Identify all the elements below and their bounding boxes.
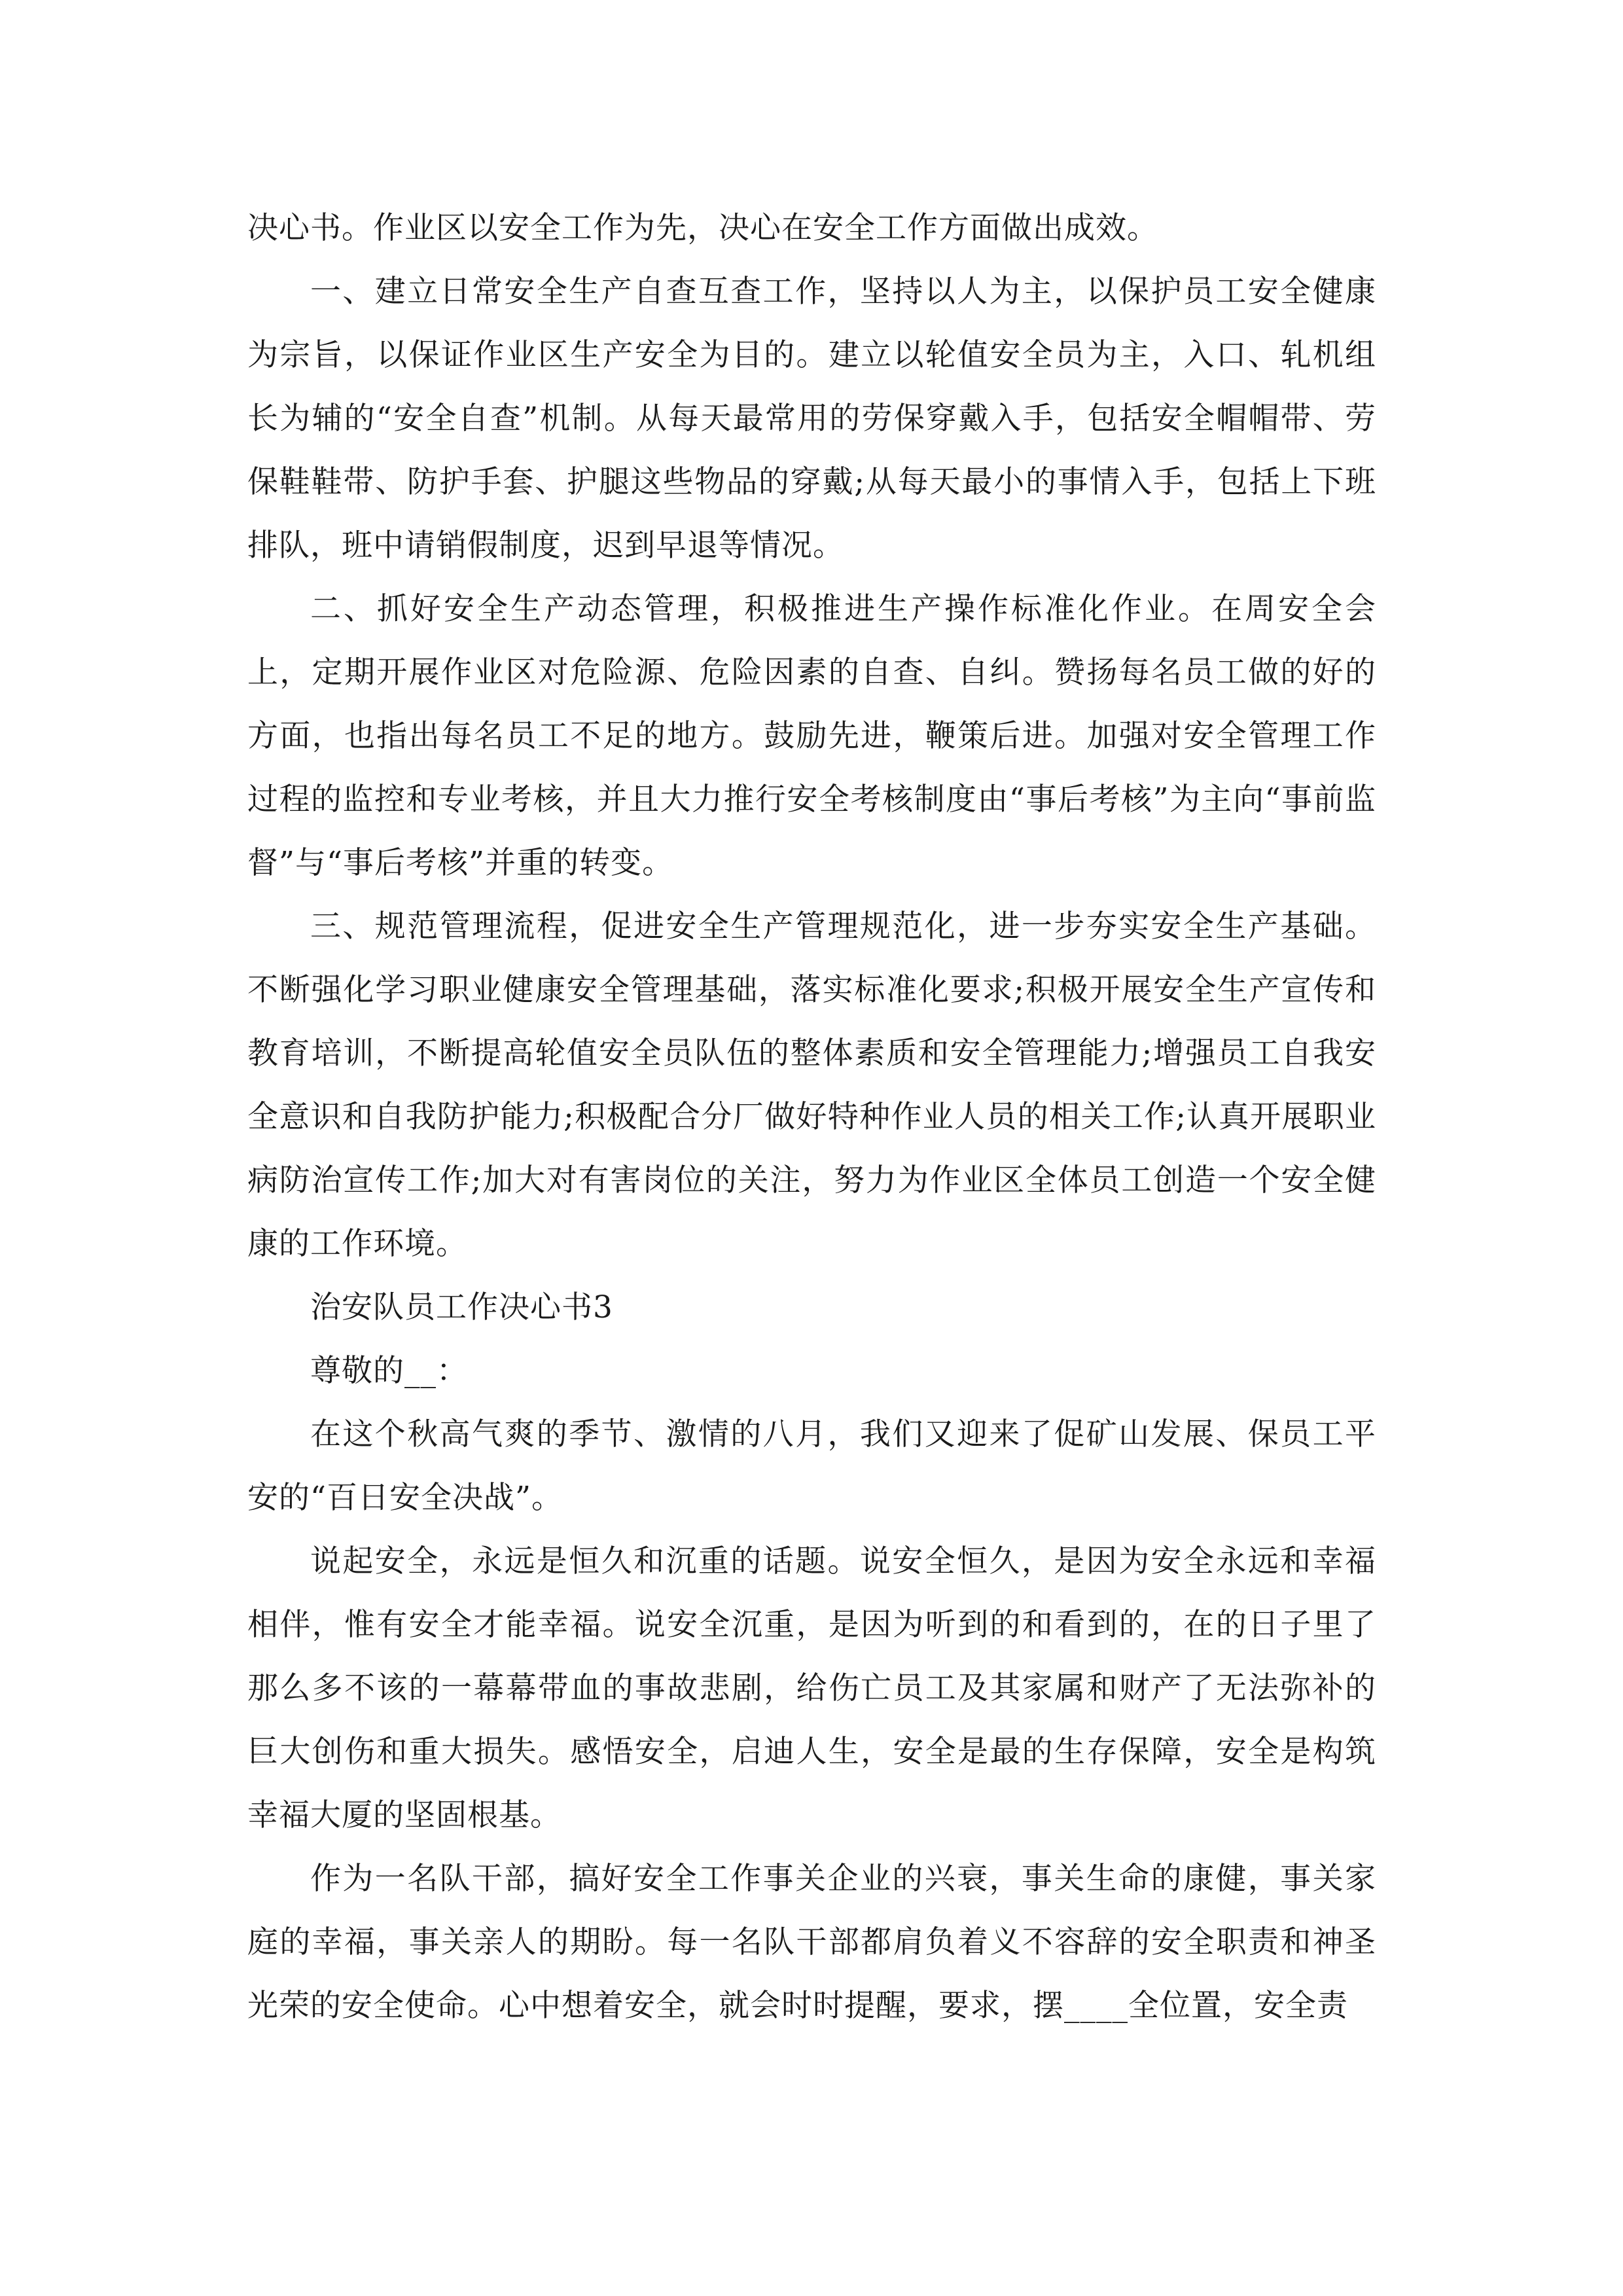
salutation: 尊敬的__： bbox=[310, 1353, 468, 1389]
document-body bbox=[247, 196, 1376, 2037]
paragraph-item-three: 三、规范管理流程，促进安全生产管理规范化，进一步夯实安全生产基础。不断强化学习职业健康安全管理基础，落实标准化要求;积极开展安全生产宣传和教育培训，不断提高轮值安全员队伍的整体素质和安全管理能力;增强员工自我安全意识和自我防护能力;积极配合分厂做好特种作业人员的相关工作;认真开展职业病防治宣传工作;加大对有害岗位的关注，努力为作业区全体员工创造一个安全健康的工作环境。 bbox=[247, 908, 1376, 1262]
section-heading: 治安队员工作决心书3 bbox=[310, 1289, 613, 1325]
paragraph-cadre-duty: 作为一名队干部，搞好安全工作事关企业的兴衰，事关生命的康健，事关家庭的幸福，事关亲人的期盼。每一名队干部都肩负着义不容辞的安全职责和神圣光荣的安全使命。心中想着安全，就会时时提醒，要求，摆____全位置，安全责 bbox=[247, 1861, 1376, 2024]
paragraph-item-two: 二、抓好安全生产动态管理，积极推进生产操作标准化作业。在周安全会上，定期开展作业区对危险源、危险因素的自查、自纠。赞扬每名员工做的好的方面，也指出每名员工不足的地方。鼓励先进，鞭策后进。加强对安全管理工作过程的监控和专业考核，并且大力推行安全考核制度由“事后考核”为主向“事前监督”与“事后考核”并重的转变。 bbox=[247, 591, 1376, 881]
paragraph-opening: 在这个秋高气爽的季节、激情的八月，我们又迎来了促矿山发展、保员工平安的“百日安全决战”。 bbox=[247, 1416, 1376, 1516]
paragraph-item-one: 一、建立日常安全生产自查互查工作，坚持以人为主，以保护员工安全健康为宗旨，以保证作业区生产安全为目的。建立以轮值安全员为主，入口、轧机组长为辅的“安全自查”机制。从每天最常用的劳保穿戴入手，包括安全帽帽带、劳保鞋鞋带、防护手套、护腿这些物品的穿戴;从每天最小的事情入手，包括上下班排队，班中请销假制度，迟到早退等情况。 bbox=[247, 274, 1376, 564]
paragraph-safety-reflection: 说起安全，永远是恒久和沉重的话题。说安全恒久，是因为安全永远和幸福相伴，惟有安全才能幸福。说安全沉重，是因为听到的和看到的，在的日子里了那么多不该的一幕幕带血的事故悲剧，给伤亡员工及其家属和财产了无法弥补的巨大创伤和重大损失。感悟安全，启迪人生，安全是最的生存保障，安全是构筑幸福大厦的坚固根基。 bbox=[247, 1543, 1376, 1833]
paragraph-intro-continuation: 决心书。作业区以安全工作为先，决心在安全工作方面做出成效。 bbox=[247, 210, 1158, 246]
